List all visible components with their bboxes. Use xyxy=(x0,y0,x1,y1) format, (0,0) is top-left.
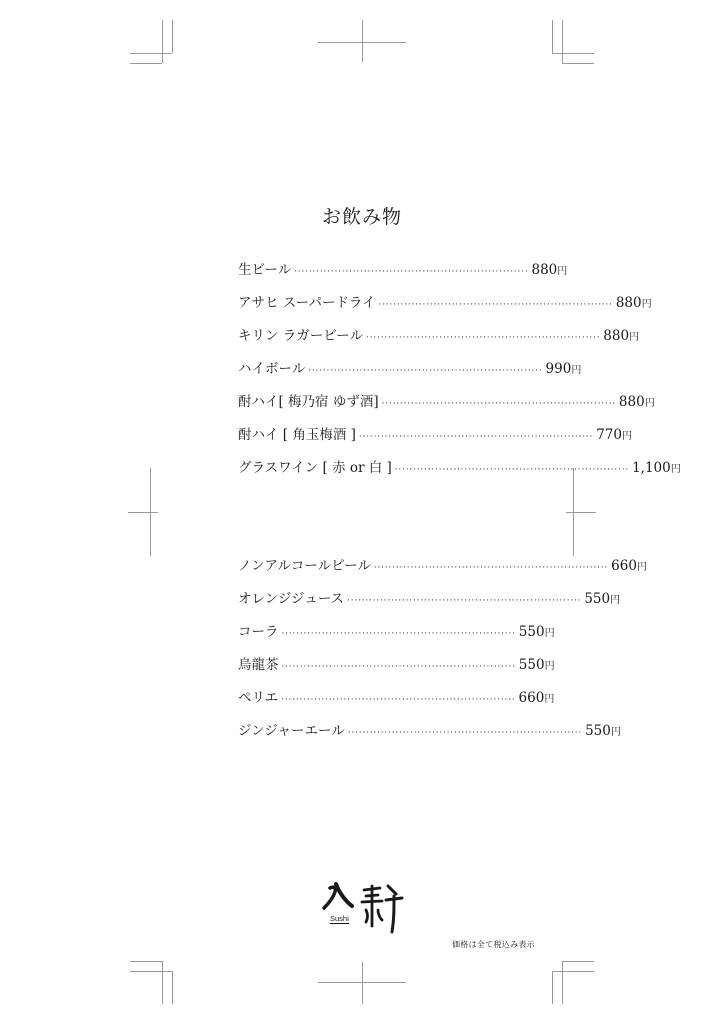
dot-leader: ································································ xyxy=(294,267,529,277)
item-name: ペリエ xyxy=(238,690,279,706)
menu-item xyxy=(238,291,652,311)
item-name: ジンジャーエール xyxy=(238,723,345,739)
dot-leader: ································································ xyxy=(347,728,583,738)
logo-subtitle: Sushi xyxy=(330,914,349,923)
menu-item xyxy=(238,357,582,377)
dot-leader: ································································ xyxy=(394,465,630,475)
item-price: 880円 xyxy=(603,328,640,344)
dot-leader: ································································ xyxy=(381,399,616,409)
tax-note: 価格は全て税込み表示 xyxy=(452,940,535,949)
dot-leader: ································································ xyxy=(378,300,613,310)
dot-leader: ································································ xyxy=(308,366,543,376)
menu-item xyxy=(238,324,640,344)
item-name: キリン ラガービール xyxy=(238,328,363,344)
menu-item xyxy=(238,620,555,640)
item-price: 1,100円 xyxy=(632,460,681,476)
item-price: 550円 xyxy=(518,624,555,640)
item-name: グラスワイン [ 赤 or 白 ] xyxy=(238,460,392,476)
item-name: 酎ハイ [ 角玉梅酒 ] xyxy=(238,427,356,443)
menu-item xyxy=(238,390,655,410)
dot-leader: ································································ xyxy=(281,662,516,672)
item-price: 770円 xyxy=(596,427,632,443)
item-name: 生ビール xyxy=(238,262,292,278)
brush-kanji-logo-icon xyxy=(322,880,406,936)
menu-item xyxy=(238,686,555,706)
item-price: 880円 xyxy=(531,262,568,278)
menu-item xyxy=(238,653,555,673)
item-price: 660円 xyxy=(611,558,647,574)
item-price: 550円 xyxy=(585,723,621,739)
item-name: 烏龍茶 xyxy=(238,657,279,673)
menu-item xyxy=(238,554,647,574)
item-name: オレンジジュース xyxy=(238,591,345,607)
dot-leader: ································································ xyxy=(281,629,516,639)
menu-item xyxy=(238,258,568,278)
item-name: ハイボール xyxy=(238,361,306,377)
item-name: アサヒ スーパードライ xyxy=(238,295,376,311)
item-price: 550円 xyxy=(518,657,555,673)
dot-leader: ································································ xyxy=(358,432,594,442)
menu-item xyxy=(238,456,681,476)
dot-leader: ································································ xyxy=(347,596,582,606)
menu-item xyxy=(238,587,621,607)
item-price: 880円 xyxy=(618,394,655,410)
dot-leader: ································································ xyxy=(281,695,516,705)
item-price: 880円 xyxy=(615,295,652,311)
menu-item xyxy=(238,719,621,739)
dot-leader: ································································ xyxy=(373,563,609,573)
item-price: 660円 xyxy=(518,690,555,706)
item-name: 酎ハイ[ 梅乃宿 ゆず酒] xyxy=(238,394,379,410)
item-name: ノンアルコールビール xyxy=(238,558,371,574)
item-name: コーラ xyxy=(238,624,279,640)
dot-leader: ································································ xyxy=(365,333,601,343)
item-price: 550円 xyxy=(584,591,621,607)
page-title: お飲み物 xyxy=(321,205,402,228)
item-price: 990円 xyxy=(545,361,582,377)
menu-item xyxy=(238,423,632,443)
